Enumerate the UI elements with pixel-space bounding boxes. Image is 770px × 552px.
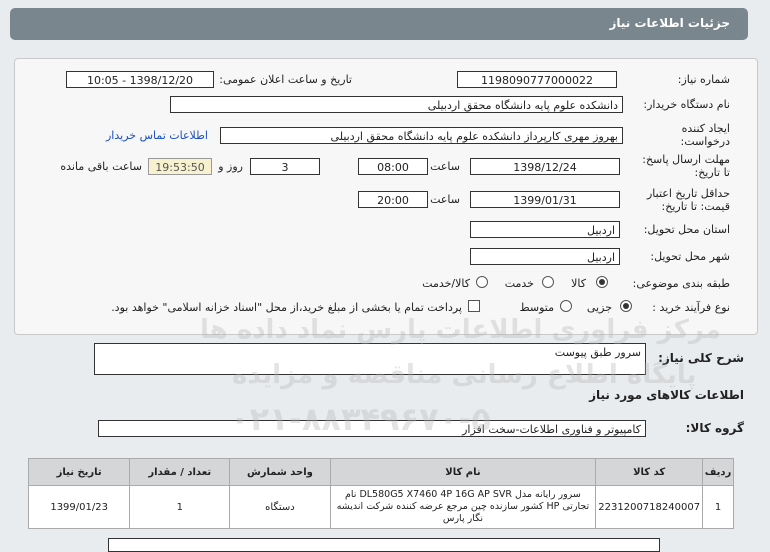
category-both-radio[interactable] — [476, 276, 488, 288]
category-service-radio[interactable] — [542, 276, 554, 288]
remaining-label: ساعت باقی مانده — [60, 160, 142, 173]
process-medium-label: متوسط — [519, 301, 554, 314]
description-field: سرور طبق پیوست — [94, 343, 646, 375]
page-title: جزئیات اطلاعات نیاز — [609, 16, 730, 30]
table-row — [29, 486, 734, 529]
col-need-date: تاریخ نیاز — [29, 459, 130, 486]
city-label: شهر محل تحویل: — [650, 250, 730, 263]
send-deadline-label: مهلت ارسال پاسخ: — [642, 153, 730, 166]
announce-label: تاریخ و ساعت اعلان عمومی: — [219, 73, 352, 86]
days-field: 3 — [250, 158, 320, 175]
announce-field: 1398/12/20 - 10:05 — [66, 71, 214, 88]
send-time-label: ساعت — [430, 160, 460, 173]
category-label: طبقه بندی موضوعی: — [632, 277, 730, 290]
send-deadline-label-2: تا تاریخ: — [694, 166, 730, 179]
category-goods-radio[interactable] — [596, 276, 608, 288]
validity-time-field: 20:00 — [358, 191, 428, 208]
group-label: گروه کالا: — [685, 421, 744, 435]
cell-quantity: 1 — [130, 486, 230, 529]
page-header — [10, 8, 748, 40]
cell-item-code: 2231200718240007 — [596, 486, 703, 529]
creator-label: ایجاد کننده — [681, 122, 730, 135]
buyer-label: نام دستگاه خریدار: — [643, 98, 730, 111]
category-service-label: خدمت — [504, 277, 534, 290]
col-item-name: نام کالا — [330, 459, 596, 486]
treasury-payment-checkbox[interactable] — [468, 300, 480, 312]
days-label: روز و — [218, 160, 243, 173]
treasury-payment-text: پرداخت تمام یا بخشی از مبلغ خرید،از محل "اسناد خزانه اسلامی" خواهد بود. — [111, 301, 462, 314]
notes-field — [108, 538, 660, 552]
category-both-label: کالا/خدمت — [422, 277, 470, 290]
send-time-field: 08:00 — [358, 158, 428, 175]
remaining-time-field: 19:53:50 — [148, 158, 212, 175]
province-label: استان محل تحویل: — [643, 223, 730, 236]
items-table — [28, 458, 734, 529]
process-label: نوع فرآیند خرید : — [652, 301, 730, 314]
col-item-code: کد کالا — [596, 459, 703, 486]
process-minor-label: جزیی — [586, 301, 612, 314]
description-label: شرح کلی نیاز: — [658, 351, 744, 365]
send-date-field: 1398/12/24 — [470, 158, 620, 175]
validity-label-2: قیمت: تا تاریخ: — [661, 200, 730, 213]
validity-label: حداقل تاریخ اعتبار — [646, 187, 730, 200]
watermark-line-1: مرکز فراوری اطلاعات پارس نماد داده ها — [200, 315, 722, 345]
creator-field: بهروز مهری کارپرداز دانشکده علوم پایه دانشگاه محقق اردبیلی — [220, 127, 623, 144]
col-row-number: ردیف — [703, 459, 734, 486]
validity-time-label: ساعت — [430, 193, 460, 206]
province-field: اردبیل — [470, 221, 620, 238]
need-no-field: 1198090777000022 — [457, 71, 617, 88]
process-medium-radio[interactable] — [560, 300, 572, 312]
cell-need-date: 1399/01/23 — [29, 486, 130, 529]
process-minor-radio[interactable] — [620, 300, 632, 312]
buyer-contact-link[interactable]: اطلاعات تماس خریدار — [106, 129, 208, 142]
category-goods-label: کالا — [571, 277, 586, 290]
cell-unit: دستگاه — [230, 486, 330, 529]
group-field: کامپیوتر و فناوری اطلاعات-سخت افزار — [98, 420, 646, 437]
watermark-line-2: پایگاه اطلاع رسانی مناقصه و مزایده — [232, 360, 697, 390]
items-section-title: اطلاعات کالاهای مورد نیاز — [589, 388, 744, 402]
validity-date-field: 1399/01/31 — [470, 191, 620, 208]
need-no-label: شماره نیاز: — [677, 73, 730, 86]
watermark-line-3: ۰۲۱-۸۸۳۴۹۶۷۰-۵ — [230, 400, 491, 438]
col-unit: واحد شمارش — [230, 459, 330, 486]
city-field: اردبیل — [470, 248, 620, 265]
table-header-row — [29, 459, 734, 486]
cell-item-name: سرور رایانه مدل DL580G5 X7460 4P 16G AP SVR نام تجارتی HP کشور سازنده چین مرجع عرضه کننده شرکت اندیشه نگار پارس — [330, 486, 596, 529]
creator-label-2: درخواست: — [680, 135, 730, 148]
buyer-field: دانشکده علوم پایه دانشگاه محقق اردبیلی — [170, 96, 623, 113]
col-quantity: تعداد / مقدار — [130, 459, 230, 486]
cell-row-number: 1 — [703, 486, 734, 529]
